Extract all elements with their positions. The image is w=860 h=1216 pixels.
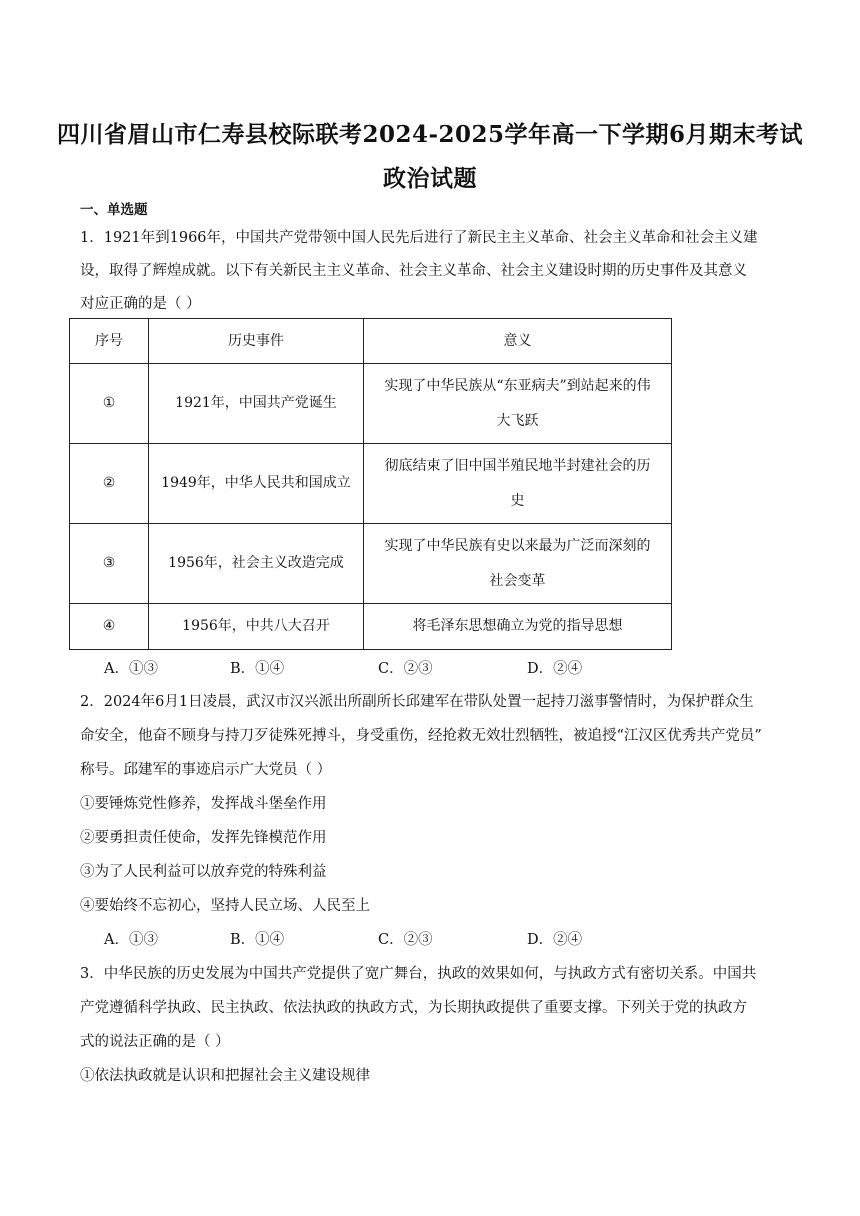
q2-option-c[interactable]: C．②③ xyxy=(378,932,433,948)
meaning-line: 彻底结束了旧中国半殖民地半封建社会的历 xyxy=(384,457,651,474)
exam-subtitle: 政治试题 xyxy=(383,165,477,192)
q1-option-a[interactable]: A．①③ xyxy=(104,661,158,677)
q1-stem-line: 设，取得了辉煌成就。以下有关新民主主义革命、社会主义革命、社会主义建设时期的历史事件及其意义 xyxy=(80,263,747,279)
meaning-line: 社会变革 xyxy=(489,572,546,589)
q3-stem-line: 产党遵循科学执政、民主执政、依法执政的执政方式，为长期执政提供了重要支撑。下列关于党的执政方 xyxy=(80,1000,747,1016)
table-row xyxy=(70,524,672,604)
q2-stem-line: 称号。邱建军的事迹启示广大党员（ ） xyxy=(80,762,332,778)
row-number: ④ xyxy=(70,604,149,650)
q2-statement: ②要勇担责任使命，发挥先锋模范作用 xyxy=(80,830,327,846)
row-number: ③ xyxy=(70,524,149,604)
q1-option-c[interactable]: C．②③ xyxy=(378,661,433,677)
q2-statement: ①要锤炼党性修养，发挥战斗堡垒作用 xyxy=(80,796,327,812)
row-event: 1921年，中国共产党诞生 xyxy=(149,364,364,444)
header-cell: 意义 xyxy=(364,319,672,364)
section-heading: 一、单选题 xyxy=(80,202,148,218)
row-meaning xyxy=(364,524,672,604)
meaning-line: 实现了中华民族从“东亚病夫”到站起来的伟 xyxy=(384,377,651,394)
q2-stem-line: 命安全，他奋不顾身与持刀歹徒殊死搏斗，身受重伤，经抢救无效壮烈牺牲，被追授“江汉区优秀共产党员” xyxy=(80,728,762,744)
exam-title: 四川省眉山市仁寿县校际联考2024-2025学年高一下学期6月期末考试 xyxy=(56,121,804,148)
row-meaning xyxy=(364,444,672,524)
table-row xyxy=(70,604,672,650)
q1-stem-line: 对应正确的是（ ） xyxy=(80,296,201,312)
q3-stem-line: 式的说法正确的是（ ） xyxy=(80,1034,230,1050)
row-meaning: 将毛泽东思想确立为党的指导思想 xyxy=(364,604,672,650)
row-event: 1956年，社会主义改造完成 xyxy=(149,524,364,604)
q2-stem-line: 2．2024年6月1日凌晨，武汉市汉兴派出所副所长邱建军在带队处置一起持刀滋事警情时，为保护群众生 xyxy=(80,694,754,710)
q2-option-d[interactable]: D．②④ xyxy=(527,932,583,948)
row-meaning xyxy=(364,364,672,444)
meaning-line: 大飞跃 xyxy=(496,412,539,429)
q2-option-b[interactable]: B．①④ xyxy=(230,932,285,948)
table-header-row xyxy=(70,319,672,364)
q2-statement: ④要始终不忘初心，坚持人民立场、人民至上 xyxy=(80,898,370,914)
q3-stem-line: 3．中华民族的历史发展为中国共产党提供了宽广舞台，执政的效果如何，与执政方式有密切关系。中国共 xyxy=(80,966,757,982)
row-number: ① xyxy=(70,364,149,444)
row-number: ② xyxy=(70,444,149,524)
meaning-line: 史 xyxy=(510,492,525,509)
q1-option-d[interactable]: D．②④ xyxy=(527,661,583,677)
q1-stem-line: 1．1921年到1966年，中国共产党带领中国人民先后进行了新民主主义革命、社会主义革命和社会主义建 xyxy=(80,230,758,246)
q3-statement: ①依法执政就是认识和把握社会主义建设规律 xyxy=(80,1068,370,1084)
q1-option-b[interactable]: B．①④ xyxy=(230,661,285,677)
meaning-line: 实现了中华民族有史以来最为广泛而深刻的 xyxy=(384,537,651,554)
q2-statement: ③为了人民利益可以放弃党的特殊利益 xyxy=(80,864,327,880)
header-cell: 序号 xyxy=(70,319,149,364)
q2-option-a[interactable]: A．①③ xyxy=(104,932,158,948)
table-row xyxy=(70,364,672,444)
row-event: 1949年，中华人民共和国成立 xyxy=(149,444,364,524)
q1-table xyxy=(69,318,672,650)
header-cell: 历史事件 xyxy=(149,319,364,364)
row-event: 1956年，中共八大召开 xyxy=(149,604,364,650)
table-row xyxy=(70,444,672,524)
